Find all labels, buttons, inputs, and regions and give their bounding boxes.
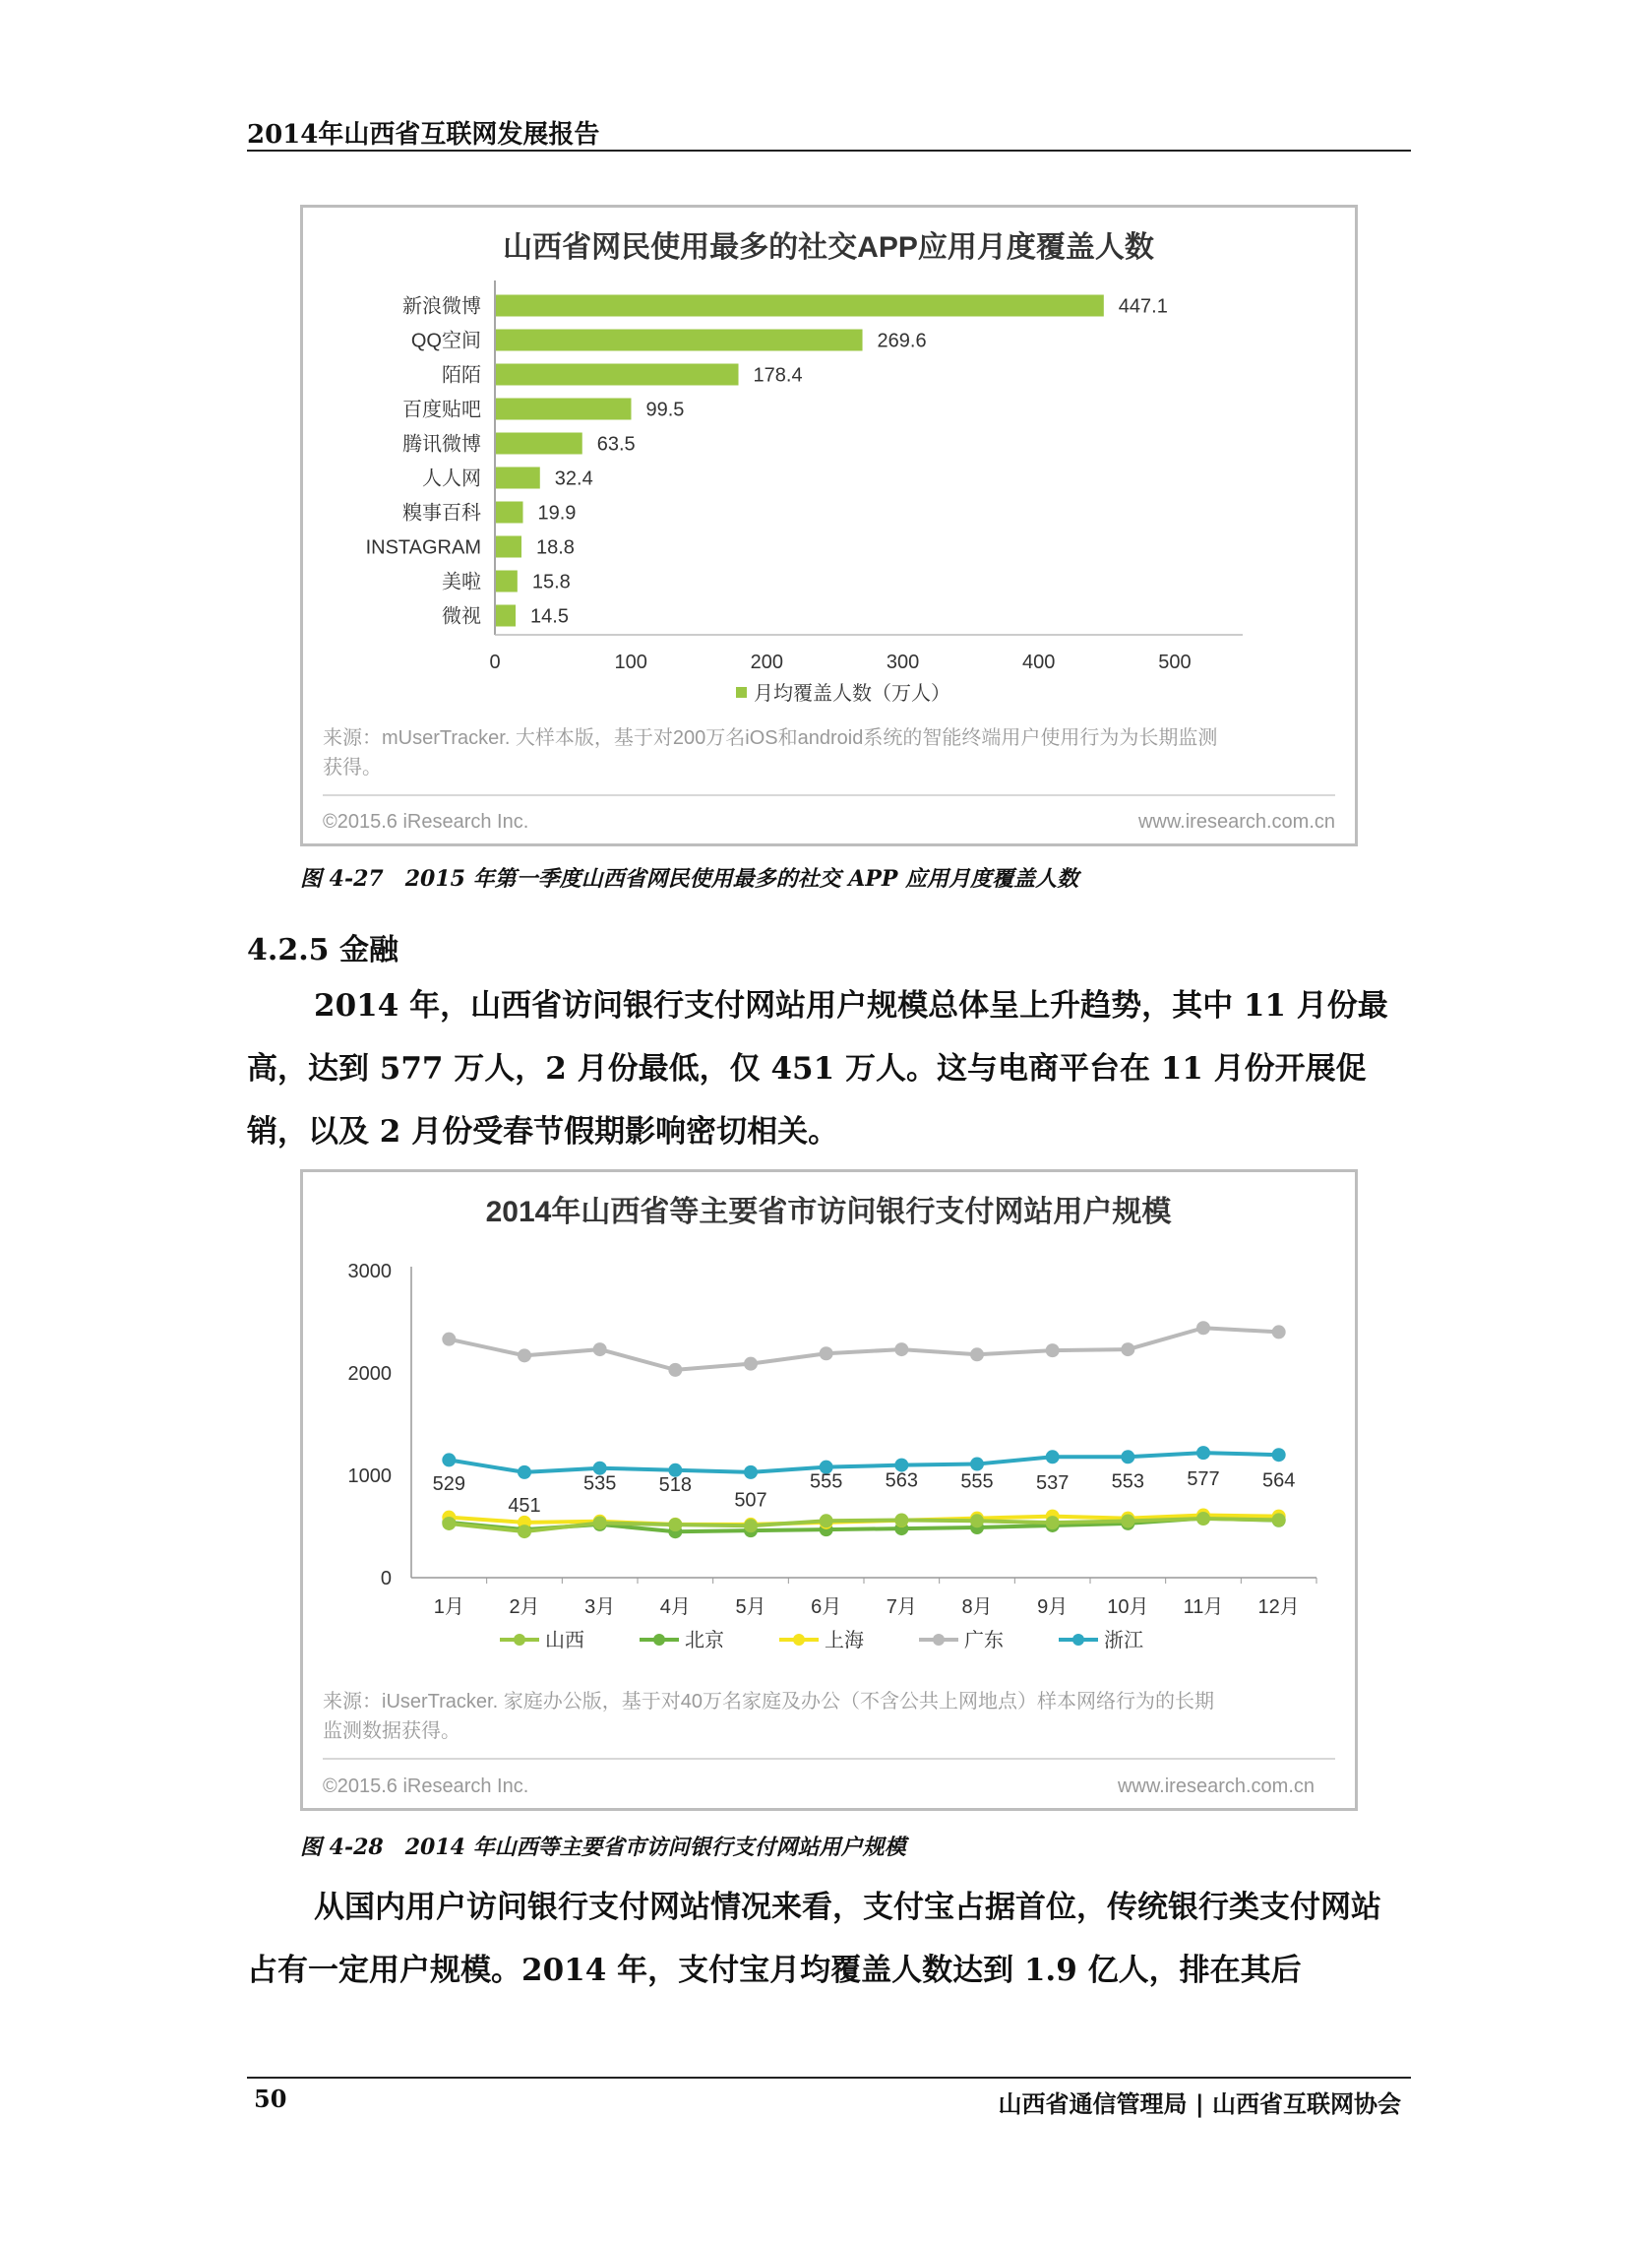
chart2-data-label: 451 xyxy=(508,1495,541,1518)
chart1-data-label: 63.5 xyxy=(596,433,636,456)
chart2-data-label: 518 xyxy=(658,1474,693,1497)
chart1-bar xyxy=(496,330,863,351)
social-app-bar-chart xyxy=(303,208,1355,843)
section-heading-finance: 4.2.5 金融 xyxy=(247,933,398,967)
chart2-title: 2014年山西省等主要省市访问银行支付网站用户规模 xyxy=(485,1196,1172,1228)
chart2-point xyxy=(894,1513,908,1526)
chart2-point xyxy=(1046,1516,1060,1529)
chart2-point xyxy=(894,1342,908,1356)
chart2-point xyxy=(970,1458,984,1471)
page-number: 50 xyxy=(254,2085,287,2113)
chart2-point xyxy=(744,1519,758,1532)
payment-paragraph xyxy=(247,1876,1411,2002)
chart2-y-tick-label: 3000 xyxy=(347,1261,392,1282)
chart1-data-label: 32.4 xyxy=(554,467,593,490)
chart2-point xyxy=(744,1465,758,1479)
chart2-copyright: ©2015.6 iResearch Inc. xyxy=(323,1775,529,1797)
chart2-legend-label: 北京 xyxy=(685,1630,724,1651)
chart2-x-tick-label: 6月 xyxy=(811,1596,842,1618)
chart2-series-line xyxy=(449,1328,1278,1370)
chart2-data-label: 555 xyxy=(960,1470,994,1493)
chart1-data-label: 178.4 xyxy=(753,364,803,387)
chart2-point xyxy=(518,1465,531,1479)
chart2-point xyxy=(1121,1450,1134,1464)
chart1-bar xyxy=(496,605,516,627)
chart1-data-label: 15.8 xyxy=(531,571,571,593)
chart2-x-tick-label: 10月 xyxy=(1107,1596,1149,1618)
chart1-x-tick-label: 300 xyxy=(886,652,920,673)
chart2-point xyxy=(1046,1450,1060,1464)
chart2-x-tick-label: 3月 xyxy=(584,1596,616,1618)
chart1-legend-swatch xyxy=(736,687,747,698)
chart1-data-label: 19.9 xyxy=(537,502,577,525)
chart2-x-tick-label: 11月 xyxy=(1183,1596,1224,1618)
chart2-series-line xyxy=(449,1453,1278,1472)
chart1-bar xyxy=(496,295,1104,317)
chart2-x-tick-label: 1月 xyxy=(433,1596,464,1618)
chart2-website: www.iresearch.com.cn xyxy=(1117,1775,1315,1797)
chart1-category-label: INSTAGRAM xyxy=(365,536,481,559)
chart2-point xyxy=(518,1525,531,1538)
chart2-data-label: 535 xyxy=(582,1472,617,1495)
chart1-data-label: 14.5 xyxy=(530,605,569,628)
chart2-point xyxy=(970,1347,984,1361)
chart2-point xyxy=(518,1348,531,1362)
chart1-category-label: 腾讯微博 xyxy=(402,433,481,456)
chart1-category-label: 人人网 xyxy=(422,467,481,490)
chart2-data-label: 564 xyxy=(1261,1469,1296,1492)
chart2-point xyxy=(1272,1325,1286,1339)
chart1-bar xyxy=(496,433,582,455)
chart2-data-label: 529 xyxy=(432,1472,466,1495)
chart2-legend-marker xyxy=(793,1634,805,1646)
chart2-point xyxy=(1272,1448,1286,1462)
chart1-legend-label: 月均覆盖人数（万人） xyxy=(754,683,950,705)
chart2-data-label: 563 xyxy=(885,1469,919,1492)
chart1-x-tick-label: 100 xyxy=(614,652,647,673)
chart1-bar xyxy=(496,467,540,489)
chart2-x-tick-label: 9月 xyxy=(1037,1596,1069,1618)
chart2-point xyxy=(820,1514,833,1527)
page-header-title: 2014年山西省互联网发展报告 xyxy=(247,120,600,150)
chart1-data-label: 447.1 xyxy=(1118,295,1168,318)
chart1-category-label: 新浪微博 xyxy=(402,295,481,318)
chart2-y-tick-label: 2000 xyxy=(347,1363,392,1385)
chart1-bar xyxy=(496,536,521,558)
chart2-legend-label: 浙江 xyxy=(1104,1630,1143,1651)
chart2-legend-marker xyxy=(514,1634,525,1646)
chart1-category-label: 糗事百科 xyxy=(402,502,481,525)
chart2-x-tick-label: 7月 xyxy=(886,1596,917,1618)
chart2-source-line1: 来源：iUserTracker. 家庭办公版，基于对40万名家庭及办公（不含公共上网地点）样本网络行为的长期 xyxy=(323,1691,1214,1713)
chart1-x-tick-label: 0 xyxy=(489,652,501,673)
chart2-x-tick-label: 4月 xyxy=(659,1596,691,1618)
chart2-point xyxy=(1272,1513,1286,1526)
footer-organization: 山西省通信管理局 | 山西省互联网协会 xyxy=(998,2090,1401,2118)
chart2-data-label: 553 xyxy=(1111,1470,1145,1493)
chart2-point xyxy=(1196,1446,1210,1460)
header-divider xyxy=(247,150,1411,152)
chart2-x-tick-label: 8月 xyxy=(961,1596,993,1618)
chart2-point xyxy=(668,1518,682,1531)
chart1-category-label: 美啦 xyxy=(442,571,481,593)
finance-paragraph xyxy=(247,974,1411,1163)
chart1-source-line2: 获得。 xyxy=(323,757,382,778)
chart1-x-tick-label: 200 xyxy=(750,652,784,673)
chart2-legend-label: 山西 xyxy=(545,1630,584,1651)
chart2-x-tick-label: 2月 xyxy=(509,1596,540,1618)
chart2-data-label: 537 xyxy=(1035,1472,1070,1495)
chart1-source-line1: 来源：mUserTracker. 大样本版，基于对200万名iOS和android系统的智能终端用户使用行为为长期监测 xyxy=(323,727,1218,749)
chart2-point xyxy=(970,1514,984,1527)
chart2-point xyxy=(1196,1321,1210,1335)
chart1-bar xyxy=(496,502,522,524)
chart1-category-label: QQ空间 xyxy=(410,330,481,352)
chart1-bar xyxy=(496,571,518,592)
figure-caption-4-28: 图 4-28 2014 年山西等主要省市访问银行支付网站用户规模 xyxy=(300,1835,906,1860)
chart1-title: 山西省网民使用最多的社交APP应用月度覆盖人数 xyxy=(503,231,1154,264)
chart2-legend-label: 广东 xyxy=(964,1630,1004,1651)
chart2-x-tick-label: 5月 xyxy=(735,1596,766,1618)
chart2-data-label: 577 xyxy=(1187,1467,1220,1490)
chart2-legend-marker xyxy=(933,1634,945,1646)
bank-payment-line-chart xyxy=(303,1172,1355,1808)
chart2-point xyxy=(668,1363,682,1377)
chart2-legend-marker xyxy=(653,1634,665,1646)
chart1-copyright: ©2015.6 iResearch Inc. xyxy=(323,811,529,833)
chart2-legend-label: 上海 xyxy=(825,1630,864,1651)
chart2-point xyxy=(820,1346,833,1360)
chart1-x-tick-label: 500 xyxy=(1158,652,1192,673)
social-app-chart xyxy=(300,205,1358,846)
chart1-bar xyxy=(496,364,739,386)
chart2-x-tick-label: 12月 xyxy=(1257,1596,1300,1618)
chart1-website: www.iresearch.com.cn xyxy=(1137,811,1335,833)
bank-payment-chart xyxy=(300,1169,1358,1811)
chart2-point xyxy=(442,1453,456,1466)
chart1-data-label: 269.6 xyxy=(877,330,927,352)
chart2-data-label: 555 xyxy=(809,1470,843,1493)
figure-caption-4-27: 图 4-27 2015 年第一季度山西省网民使用最多的社交 APP 应用月度覆盖人数 xyxy=(300,866,1079,892)
chart2-point xyxy=(593,1342,607,1356)
chart2-point xyxy=(1121,1342,1134,1356)
chart2-point xyxy=(1196,1512,1210,1526)
chart2-point xyxy=(593,1516,607,1529)
chart2-data-label: 507 xyxy=(734,1489,767,1512)
chart2-y-tick-label: 1000 xyxy=(347,1465,392,1487)
chart2-legend-marker xyxy=(1072,1634,1084,1646)
chart1-bar xyxy=(496,399,631,420)
chart1-data-label: 18.8 xyxy=(535,536,575,559)
chart2-point xyxy=(1121,1514,1134,1527)
chart1-category-label: 百度贴吧 xyxy=(402,399,481,421)
finance-paragraph-text: 2014 年，山西省访问银行支付网站用户规模总体呈上升趋势，其中 11 月份最高，达到 577 万人，2 月份最低，仅 451 万人。这与电商平台在 11 月份开展促销，以及 2 月份受春节假期影响密切相关。 xyxy=(247,988,1388,1150)
chart2-point xyxy=(1046,1343,1060,1357)
chart1-category-label: 微视 xyxy=(442,605,481,628)
chart1-category-label: 陌陌 xyxy=(442,364,481,387)
payment-paragraph-text: 从国内用户访问银行支付网站情况来看，支付宝占据首位，传统银行类支付网站占有一定用户规模。2014 年，支付宝月均覆盖人数达到 1.9 亿人，排在其后 xyxy=(247,1890,1381,1988)
footer-divider xyxy=(247,2077,1411,2079)
chart1-data-label: 99.5 xyxy=(645,399,685,421)
chart2-y-tick-label: 0 xyxy=(380,1568,392,1589)
chart2-point xyxy=(442,1517,456,1530)
chart2-point xyxy=(744,1357,758,1371)
chart2-source-line2: 监测数据获得。 xyxy=(323,1720,460,1742)
chart1-x-tick-label: 400 xyxy=(1022,652,1056,673)
chart2-point xyxy=(442,1333,456,1346)
